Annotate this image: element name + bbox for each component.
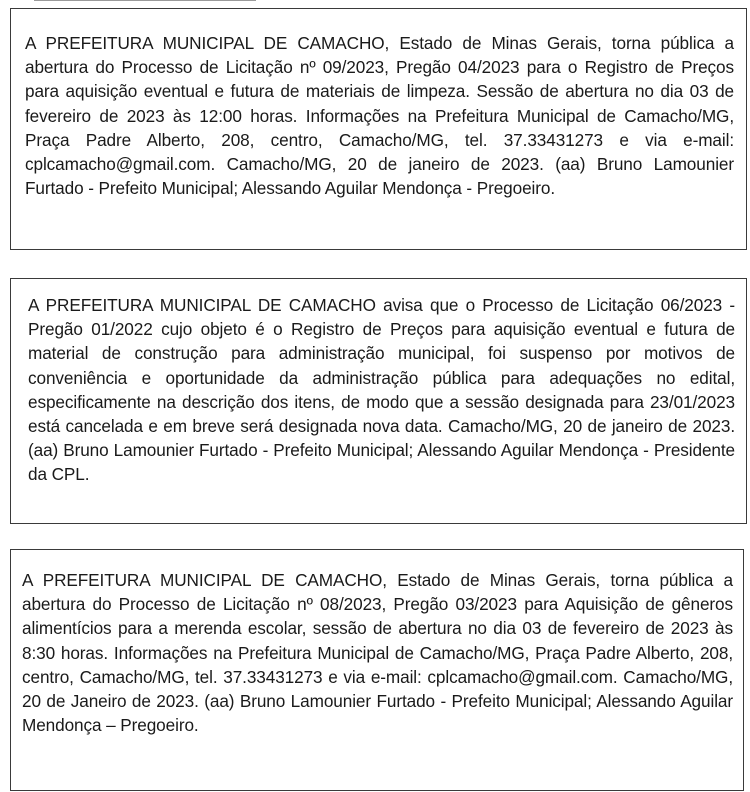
notice-text: A PREFEITURA MUNICIPAL DE CAMACHO, Estado de Minas Gerais, torna pública a abertura do Processo de Licitação nº 08/2023, Pregão 03/2023 para Aquisição de gêneros alimentícios para a merenda escolar, sessão de abertura no dia 03 de fevereiro de 2023 às 8:30 horas. Informações na Prefeitura Municipal de Camacho/MG, Praça Padre Alberto, 208, centro, Camacho/MG, tel. 37.33431273 e via e-mail: cplcamacho@gmail.com. Camacho/MG, 20 de Janeiro de 2023. (aa) Bruno Lamounier Furtado - Prefeito Municipal; Alessando Aguilar Mendonça – Pregoeiro. xyxy=(22,570,733,736)
notice-text: A PREFEITURA MUNICIPAL DE CAMACHO, Estado de Minas Gerais, torna pública a abertura do Processo de Licitação nº 09/2023, Pregão 04/2023 para o Registro de Preços para aquisição eventual e futura de materiais de limpeza. Sessão de abertura no dia 03 de fevereiro de 2023 às 12:00 horas. Informações na Prefeitura Municipal de Camacho/MG, Praça Padre Alberto, 208, centro, Camacho/MG, tel. 37.33431273 e via e-mail: cplcamacho@gmail.com. Camacho/MG, 20 de janeiro de 2023. (aa) Bruno Lamounier Furtado - Prefeito Municipal; Alessando Aguilar Mendonça - Pregoeiro. xyxy=(25,33,734,199)
top-divider xyxy=(34,0,256,1)
notice-box-licitacao-06-2023 xyxy=(10,278,747,524)
notice-box-licitacao-08-2023 xyxy=(10,549,744,791)
notice-text: A PREFEITURA MUNICIPAL DE CAMACHO avisa que o Processo de Licitação 06/2023 - Pregão 01/2022 cujo objeto é o Registro de Preços para aquisição eventual e futura de material de construção para administração municipal, foi suspenso por motivos de conveniência e oportunidade da administração pública para adequações no edital, especificamente na descrição dos itens, de modo que a sessão designada para 23/01/2023 está cancelada e em breve será designada nova data. Camacho/MG, 20 de janeiro de 2023. (aa) Bruno Lamounier Furtado - Prefeito Municipal; Alessando Aguilar Mendonça - Presidente da CPL. xyxy=(28,295,735,485)
notice-box-licitacao-09-2023 xyxy=(10,8,747,250)
